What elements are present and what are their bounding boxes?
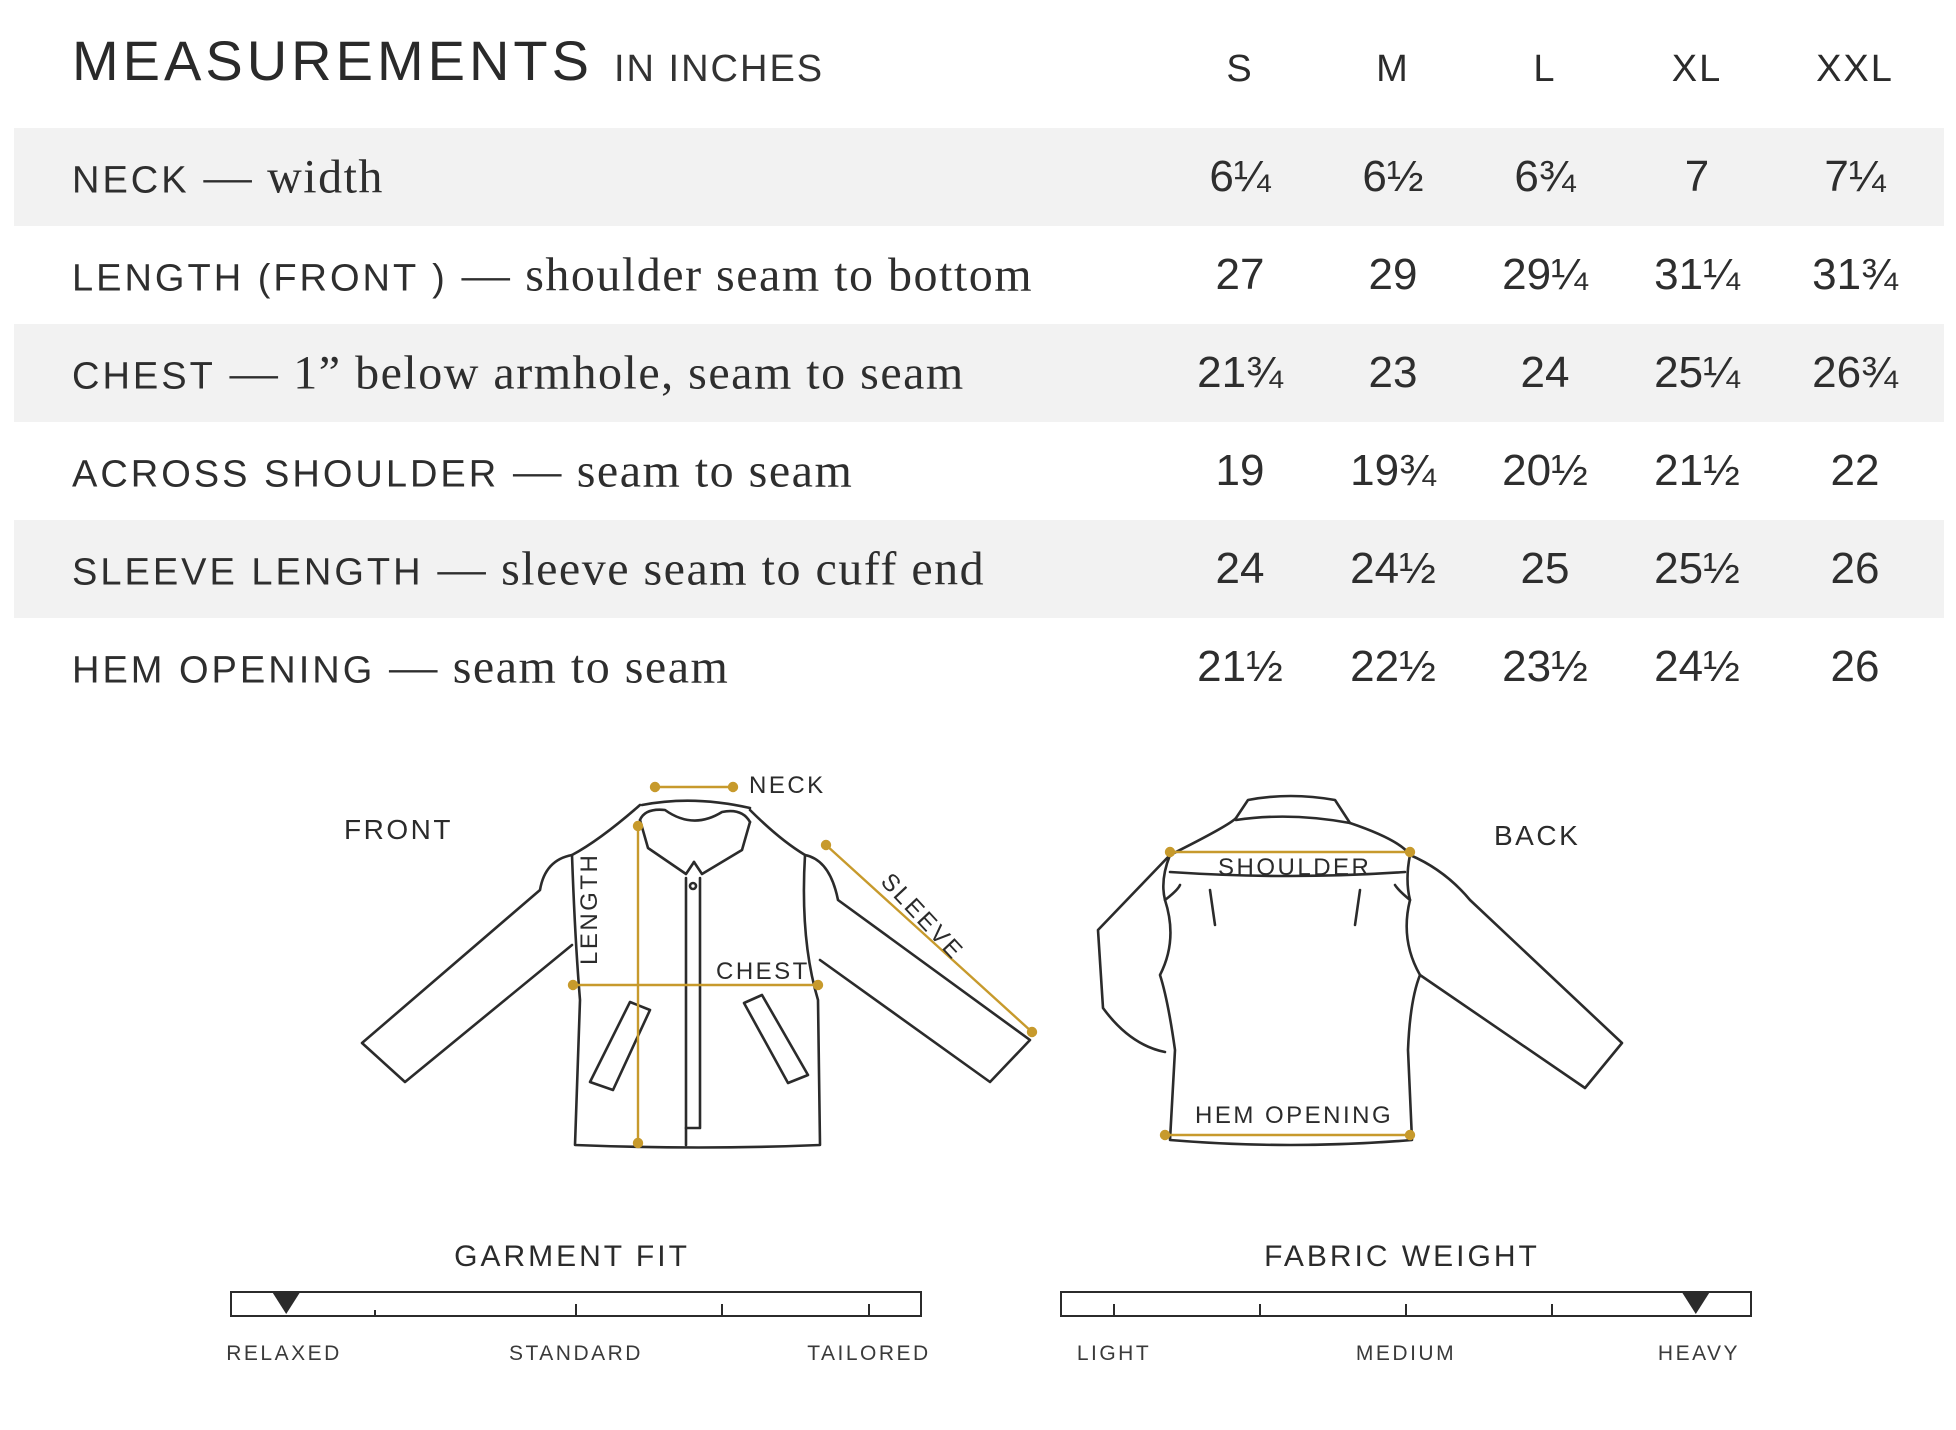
fabric-weight-title: FABRIC WEIGHT [1264,1240,1540,1273]
fit-label-standard: STANDARD [509,1342,643,1365]
table-cell: 23 [1368,348,1418,397]
garment-fit-scale [222,1240,931,1390]
table-cell: 31¼ [1654,250,1740,299]
hem-opening-label: HEM OPENING [1195,1102,1394,1129]
garment-fit-title: GARMENT FIT [454,1240,690,1273]
table-cell: 29 [1368,250,1418,299]
table-cell: 21½ [1654,446,1740,495]
garment-diagram [0,740,1956,1170]
chest-label: CHEST [716,958,810,985]
measurement-description: width [267,150,384,204]
fit-label-tailored: TAILORED [807,1342,931,1365]
sleeve-label: SLEEVE [875,868,969,966]
back-label: BACK [1494,820,1581,851]
table-cell: 6¼ [1209,152,1271,201]
table-row [14,422,1944,520]
front-label: FRONT [344,814,453,845]
table-cell: 29¼ [1502,250,1588,299]
table-cell: 26 [1830,642,1880,691]
row-label [72,640,729,695]
size-header-m: M [1376,48,1410,90]
table-cell: 20½ [1502,446,1588,495]
label-separator: — [437,542,488,596]
fit-label-relaxed: RELAXED [226,1342,342,1365]
table-row [14,128,1944,226]
table-cell: 22½ [1350,642,1436,691]
table-row [14,520,1944,618]
table-cell: 7 [1684,152,1710,201]
weight-label-medium: MEDIUM [1355,1342,1457,1365]
fabric-weight-bar [1052,1290,1752,1330]
size-header-xl: XL [1671,48,1723,90]
measurement-name: HEM OPENING [72,649,376,692]
measurement-description: seam to seam [452,640,730,694]
label-separator: — [461,248,512,302]
garment-fit-bar [222,1290,922,1330]
table-row [14,618,1944,716]
measurement-description: sleeve seam to cuff end [501,542,986,596]
table-cell: 6½ [1362,152,1424,201]
table-cell: 21¾ [1197,348,1283,397]
front-jacket-outline [362,801,1030,1148]
row-label [72,248,1033,303]
weight-label-light: LIGHT [1076,1342,1152,1365]
table-cell: 6¾ [1514,152,1576,201]
measurement-description: 1” below armhole, seam to seam [293,346,965,400]
measurement-name: CHEST [72,355,216,398]
table-cell: 22 [1830,446,1880,495]
table-cell: 31¾ [1812,250,1898,299]
size-header-s: S [1226,48,1254,90]
table-row [14,226,1944,324]
units-subtitle: IN INCHES [614,48,825,90]
measurement-name: NECK [72,159,190,202]
measurement-name: LENGTH (FRONT ) [72,257,448,300]
table-row [14,324,1944,422]
table-cell: 26 [1830,544,1880,593]
size-header-l: L [1533,48,1557,90]
length-label: LENGTH [576,852,603,965]
page-title: MEASUREMENTS [72,29,593,92]
measurement-description: shoulder seam to bottom [525,248,1034,302]
table-cell: 21½ [1197,642,1283,691]
table-cell: 24 [1215,544,1265,593]
shoulder-label: SHOULDER [1218,854,1372,881]
label-separator: — [229,346,280,400]
row-label [72,542,985,597]
table-cell: 19 [1215,446,1265,495]
table-cell: 25 [1520,544,1570,593]
measurement-name: ACROSS SHOULDER [72,453,500,496]
table-cell: 25¼ [1654,348,1740,397]
table-cell: 24½ [1350,544,1436,593]
measurement-guides [569,783,1414,1147]
jacket-illustration [0,740,1956,1170]
label-separator: — [389,640,439,694]
table-cell: 25½ [1654,544,1740,593]
row-label [72,150,384,205]
table-cell: 26¾ [1812,348,1898,397]
neck-label: NECK [749,772,826,799]
label-separator: — [513,444,563,498]
measurement-description: seam to seam [576,444,854,498]
measurement-name: SLEEVE LENGTH [72,551,424,594]
fabric-weight-scale [1052,1240,1752,1390]
weight-label-heavy: HEAVY [1657,1342,1741,1365]
table-cell: 24½ [1654,642,1740,691]
measurements-header [0,0,1956,128]
table-cell: 27 [1215,250,1265,299]
size-header-xxl: XXL [1816,48,1894,90]
table-cell: 24 [1520,348,1570,397]
row-label [72,444,853,499]
measurement-table [14,128,1944,716]
table-cell: 23½ [1502,642,1588,691]
row-label [72,346,965,401]
table-cell: 7¼ [1824,152,1886,201]
label-separator: — [203,150,254,204]
table-cell: 19¾ [1350,446,1436,495]
